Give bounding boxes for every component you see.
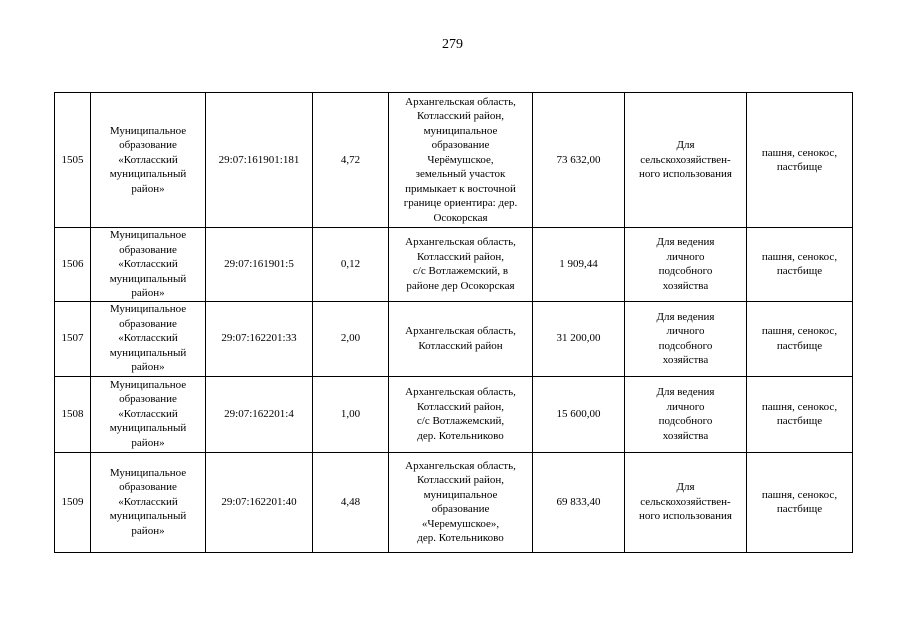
table-row bbox=[55, 452, 853, 552]
permitted-use-cell: Для ведения личного подсобного хозяйства bbox=[625, 376, 747, 452]
address-cell: Архангельская область, Котласский район, муниципальное образование «Черемушское», дер. Котельниково bbox=[389, 452, 533, 552]
permitted-use-cell: Для сельскохозяйствен- ного использования bbox=[625, 93, 747, 228]
address-cell: Архангельская область, Котласский район, с/с Вотлажемский, дер. Котельниково bbox=[389, 376, 533, 452]
address-cell: Архангельская область, Котласский район, муниципальное образование Черёмушское, земельный участок примыкает к восточной границе ориентира: дер. Осокорская bbox=[389, 93, 533, 228]
owner-cell: Муниципальное образование «Котласский муниципальный район» bbox=[91, 228, 206, 302]
address-cell: Архангельская область, Котласский район, с/с Вотлажемский, в районе дер Осокорская bbox=[389, 228, 533, 302]
area-cell: 1,00 bbox=[313, 376, 389, 452]
cadastral-number-cell: 29:07:162201:33 bbox=[206, 301, 313, 376]
owner-cell: Муниципальное образование «Котласский муниципальный район» bbox=[91, 452, 206, 552]
owner-cell: Муниципальное образование «Котласский муниципальный район» bbox=[91, 93, 206, 228]
permitted-use-cell: Для ведения личного подсобного хозяйства bbox=[625, 301, 747, 376]
cadastral-number-cell: 29:07:161901:5 bbox=[206, 228, 313, 302]
cost-cell: 31 200,00 bbox=[533, 301, 625, 376]
land-plots-table bbox=[54, 92, 853, 553]
cost-cell: 73 632,00 bbox=[533, 93, 625, 228]
cadastral-number-cell: 29:07:161901:181 bbox=[206, 93, 313, 228]
area-cell: 4,72 bbox=[313, 93, 389, 228]
cadastral-number-cell: 29:07:162201:40 bbox=[206, 452, 313, 552]
land-type-cell: пашня, сенокос, пастбище bbox=[747, 301, 853, 376]
permitted-use-cell: Для сельскохозяйствен- ного использования bbox=[625, 452, 747, 552]
land-type-cell: пашня, сенокос, пастбище bbox=[747, 93, 853, 228]
land-type-cell: пашня, сенокос, пастбище bbox=[747, 228, 853, 302]
table-row bbox=[55, 228, 853, 302]
cost-cell: 15 600,00 bbox=[533, 376, 625, 452]
table-row bbox=[55, 93, 853, 228]
cadastral-number-cell: 29:07:162201:4 bbox=[206, 376, 313, 452]
address-cell: Архангельская область, Котласский район bbox=[389, 301, 533, 376]
table-row bbox=[55, 376, 853, 452]
row-number: 1509 bbox=[55, 452, 91, 552]
area-cell: 4,48 bbox=[313, 452, 389, 552]
cost-cell: 69 833,40 bbox=[533, 452, 625, 552]
land-type-cell: пашня, сенокос, пастбище bbox=[747, 452, 853, 552]
row-number: 1506 bbox=[55, 228, 91, 302]
area-cell: 2,00 bbox=[313, 301, 389, 376]
cost-cell: 1 909,44 bbox=[533, 228, 625, 302]
owner-cell: Муниципальное образование «Котласский муниципальный район» bbox=[91, 301, 206, 376]
row-number: 1508 bbox=[55, 376, 91, 452]
area-cell: 0,12 bbox=[313, 228, 389, 302]
owner-cell: Муниципальное образование «Котласский муниципальный район» bbox=[91, 376, 206, 452]
permitted-use-cell: Для ведения личного подсобного хозяйства bbox=[625, 228, 747, 302]
row-number: 1507 bbox=[55, 301, 91, 376]
table-row bbox=[55, 301, 853, 376]
page-number: 279 bbox=[442, 37, 463, 52]
row-number: 1505 bbox=[55, 93, 91, 228]
land-type-cell: пашня, сенокос, пастбище bbox=[747, 376, 853, 452]
